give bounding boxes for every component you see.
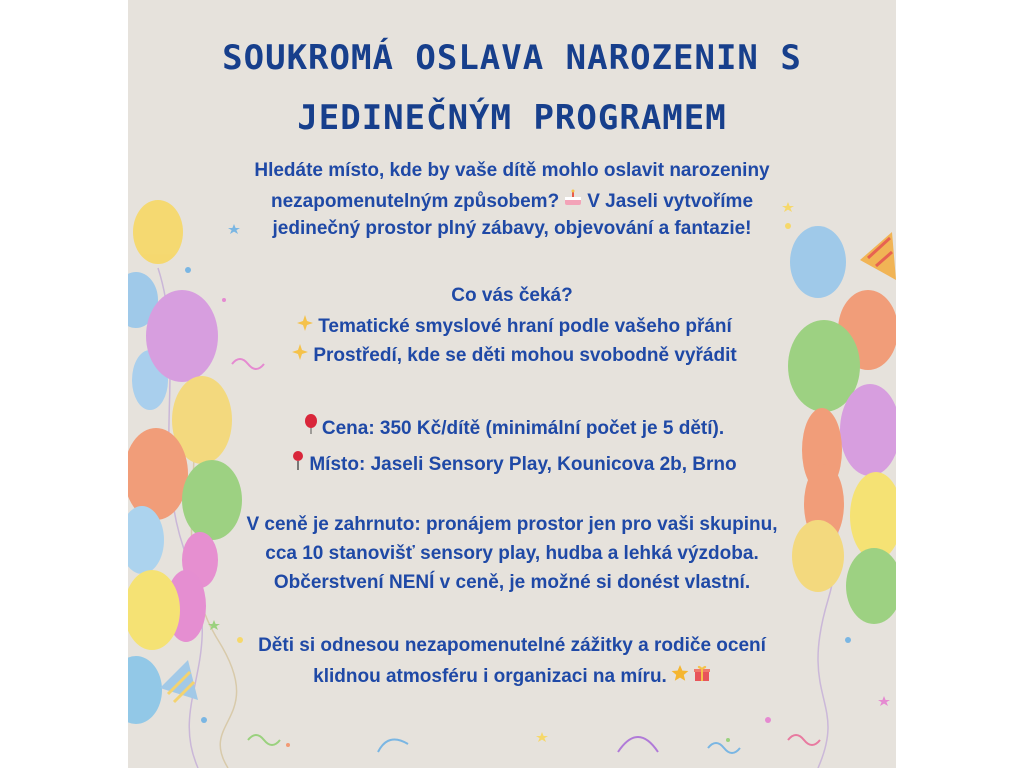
star-icon (671, 664, 689, 688)
place-label: Místo: Jaseli Sensory Play, Kounicova 2b, Brno (309, 454, 737, 475)
intro-text-b: V Jaseli vytvoříme (587, 191, 754, 212)
intro-line-3: jedinečný prostor plný zábavy, objevování a fantazie! (272, 218, 752, 239)
gift-icon (693, 666, 711, 687)
cake-icon (563, 189, 583, 213)
title-line-1: SOUKROMÁ OSLAVA NAROZENIN S (222, 38, 802, 78)
what-item-2 (188, 343, 836, 367)
closing-line-1: Děti si odnesou nezapomenutelné zážitky a rodiče ocení (258, 635, 766, 656)
included-line-3: Občerstvení NENÍ v ceně, je možné si donést vlastní. (273, 572, 751, 593)
intro-text-a: nezapomenutelným způsobem? (270, 191, 560, 212)
closing-line-2 (188, 664, 836, 688)
price-label: Cena: 350 Kč/dítě (minimální počet je 5 dětí). (321, 418, 725, 439)
sparkles-icon (296, 314, 314, 338)
title-line-2: JEDINEČNÝM PROGRAMEM (297, 98, 727, 138)
sparkles-icon (291, 343, 309, 367)
closing-line-2-text: klidnou atmosféru i organizaci na míru. (313, 666, 667, 687)
what-item-1-label: Tematické smyslové hraní podle vašeho přání (318, 316, 732, 337)
poster (128, 0, 896, 768)
balloon-icon (304, 414, 318, 440)
place-line (188, 450, 836, 476)
intro-line-2 (188, 189, 836, 213)
what-heading: Co vás čeká? (451, 285, 573, 306)
price-line (188, 414, 836, 440)
included-line-1: V ceně je zahrnuto: pronájem prostor jen pro vaši skupinu, (246, 514, 778, 535)
intro-line-1: Hledáte místo, kde by vaše dítě mohlo oslavit narozeniny (254, 160, 770, 181)
what-item-1 (188, 314, 836, 338)
included-line-2: cca 10 stanovišť sensory play, hudba a lehká výzdoba. (265, 543, 759, 564)
what-item-2-label: Prostředí, kde se děti mohou svobodně vyřádit (313, 345, 737, 366)
location-pin-icon (291, 450, 305, 476)
